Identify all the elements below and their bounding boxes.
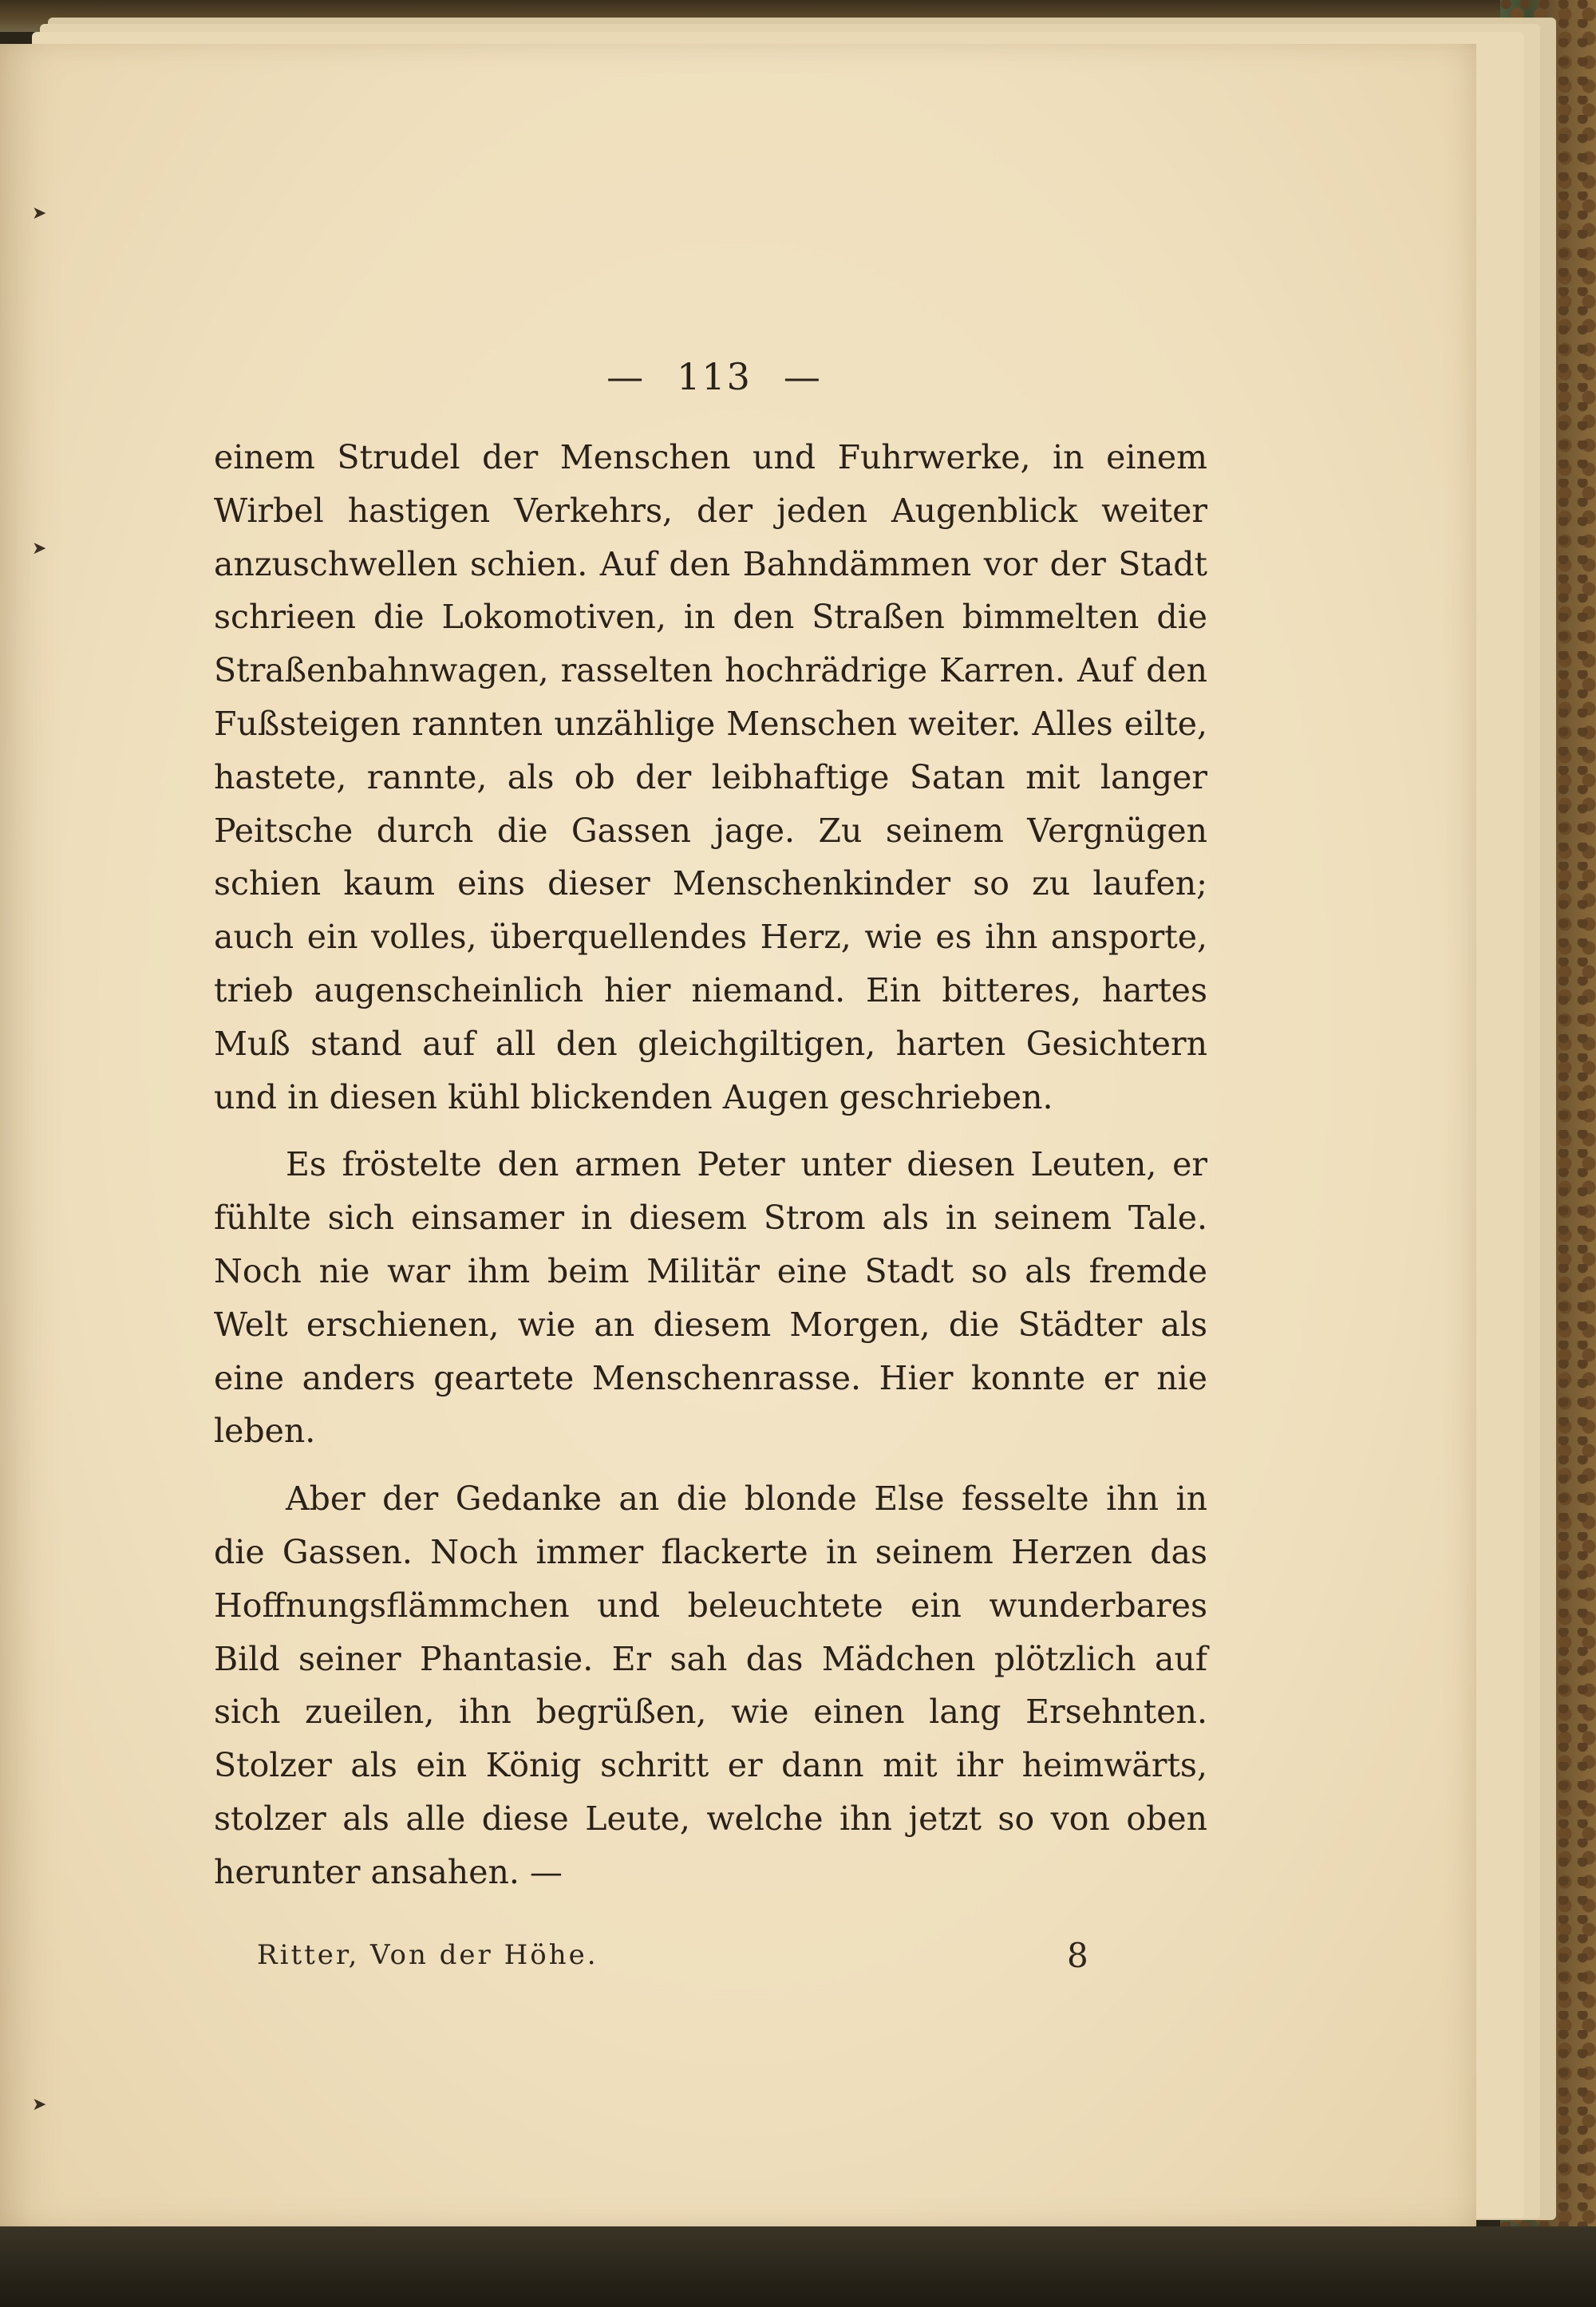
page-body [214, 431, 1207, 1899]
page-header [0, 355, 1428, 398]
gutter-mark-icon: ➤ [32, 2095, 47, 2115]
header-dash: — [606, 355, 646, 398]
paragraph: einem Strudel der Menschen und Fuhrwerke, in einem Wirbel hastigen Verkehrs, der jeden Augenblick weiter anzuschwellen schien. Auf den Bahndämmen vor der Stadt schrieen die Lokomotiven, in den Straßen bimmelten die Straßenbahnwagen, rasselten hochrädrige Karren. Auf den Fußsteigen rannten unzählige Menschen weiter. Alles eilte, hastete, rannte, als ob der leibhaftige Satan mit langer Peitsche durch die Gassen jage. Zu seinem Vergnügen schien kaum eins dieser Menschenkinder so zu laufen; auch ein volles, überquellendes Herz, wie es ihn ansporte, trieb augenscheinlich hier niemand. Ein bitteres, hartes Muß stand auf all den gleichgiltigen, harten Gesichtern und in diesen kühl blickenden Augen geschrieben. [214, 438, 1207, 1116]
paragraph: Es fröstelte den armen Peter unter diesen Leuten, er fühlte sich einsamer in diesem Strom als in seinem Tale. Noch nie war ihm beim Militär eine Stadt so als fremde Welt erschienen, wie an diesem Morgen, die Städter als eine anders geartete Menschenrasse. Hier konnte er nie leben. [214, 1145, 1207, 1451]
gutter-mark-icon: ➤ [32, 203, 47, 223]
footer-author-title: Ritter, Von der Höhe. [257, 1939, 598, 1971]
page-number: 113 [677, 355, 752, 398]
background-surface [0, 2226, 1596, 2307]
gutter-mark-icon: ➤ [32, 539, 47, 559]
header-dash: — [783, 355, 822, 398]
paragraph: Aber der Gedanke an die blonde Else fesselte ihn in die Gassen. Noch immer flackerte in seinem Herzen das Hoffnungsflämmchen und beleuchtete ein wunderbares Bild seiner Phantasie. Er sah das Mädchen plötzlich auf sich zueilen, ihn begrüßen, wie einen lang Ersehnten. Stolzer als ein König schritt er dann mit ihr heimwärts, stolzer als alle diese Leute, welche ihn jetzt so von oben herunter ansahen. — [214, 1479, 1207, 1891]
page-footer [257, 1936, 1095, 1975]
signature-mark: 8 [1067, 1936, 1088, 1975]
